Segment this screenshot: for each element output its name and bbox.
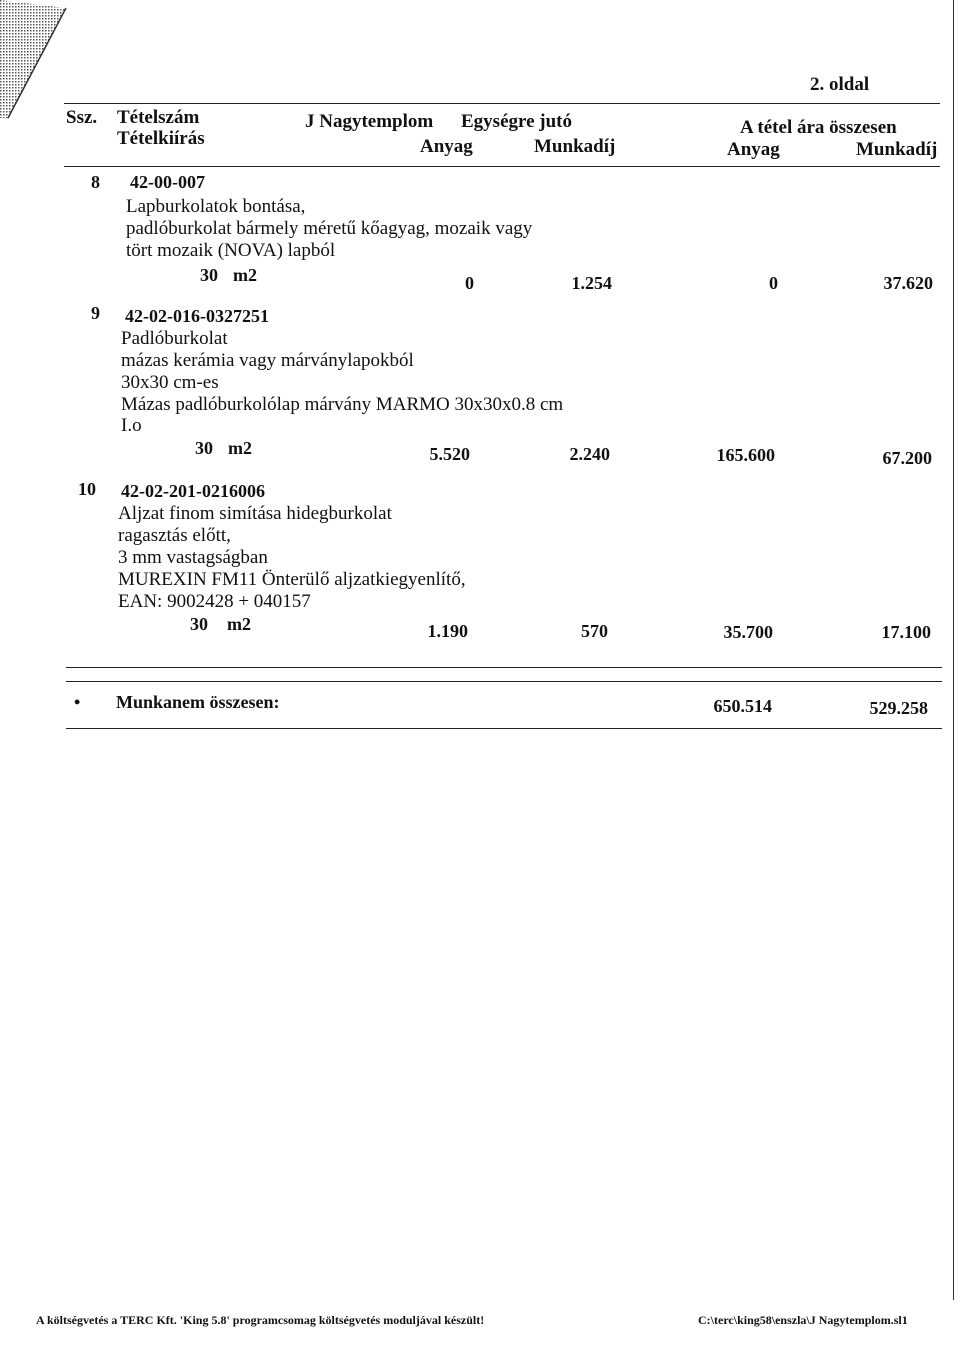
page-number: 2. oldal: [810, 74, 870, 95]
item-description-line: Mázas padlóburkolólap márvány MARMO 30x30x0.8 cm: [121, 394, 564, 415]
item-number: 8: [91, 172, 100, 192]
header-ssz: Ssz.: [66, 107, 98, 128]
header-osszesen: A tétel ára összesen: [740, 117, 897, 138]
summary-labor-total: 529.258: [869, 698, 928, 718]
item-number: 9: [91, 303, 100, 323]
header-top-rule: [64, 103, 940, 104]
item-number: 10: [78, 479, 96, 499]
item-description-line: EAN: 9002428 + 040157: [118, 591, 311, 612]
header-anyag-total: Anyag: [727, 139, 780, 160]
item-unit: m2: [227, 614, 251, 634]
header-tetelkiiras: Tételkiírás: [117, 128, 205, 149]
item-description-line: Lapburkolatok bontása,: [126, 196, 306, 217]
unit-material-price: 0: [465, 273, 474, 293]
unit-material-price: 5.520: [429, 444, 470, 464]
total-labor-price: 17.100: [881, 622, 931, 642]
item-quantity: 30: [200, 265, 218, 285]
total-labor-price: 37.620: [883, 273, 933, 293]
header-munkadij-total: Munkadíj: [856, 139, 938, 160]
item-quantity: 30: [190, 614, 208, 634]
item-unit: m2: [233, 265, 257, 285]
summary-bullet: •: [74, 692, 81, 712]
summary-label: Munkanem összesen:: [116, 692, 280, 712]
summary-top-rule: [66, 667, 942, 668]
item-code: 42-02-016-0327251: [125, 306, 269, 326]
item-description-line: ragasztás előtt,: [118, 525, 231, 546]
footer-credit: A költségvetés a TERC Kft. 'King 5.8' programcsomag költségvetés moduljával készült!: [36, 1313, 485, 1327]
item-description-line: mázas kerámia vagy márványlapokból: [121, 350, 414, 371]
header-egysegre: Egységre jutó: [461, 111, 572, 132]
item-code: 42-02-201-0216006: [121, 481, 265, 501]
item-description-line: I.o: [121, 415, 142, 436]
item-code: 42-00-007: [130, 172, 205, 192]
header-bottom-rule: [64, 166, 940, 167]
header-project: J Nagytemplom: [305, 111, 434, 132]
item-quantity: 30: [195, 438, 213, 458]
item-unit: m2: [228, 438, 252, 458]
right-scan-border: [953, 0, 954, 1300]
item-description-line: MUREXIN FM11 Önterülő aljzatkiegyenlítő,: [118, 569, 466, 590]
summary-material-total: 650.514: [713, 696, 772, 716]
unit-labor-price: 1.254: [571, 273, 612, 293]
total-material-price: 35.700: [723, 622, 773, 642]
summary-bottom-rule: [66, 728, 942, 729]
unit-material-price: 1.190: [427, 621, 468, 641]
total-material-price: 0: [769, 273, 778, 293]
total-material-price: 165.600: [716, 445, 775, 465]
item-description-line: Aljzat finom simítása hidegburkolat: [118, 503, 392, 524]
item-description-line: tört mozaik (NOVA) lapból: [126, 240, 336, 261]
unit-labor-price: 2.240: [569, 444, 610, 464]
header-munkadij: Munkadíj: [534, 136, 616, 157]
scan-corner-artifact: [0, 0, 70, 120]
footer-file-path: C:\terc\king58\enszla\J Nagytemplom.sl1: [698, 1313, 908, 1327]
item-description-line: 30x30 cm-es: [121, 372, 219, 393]
unit-labor-price: 570: [581, 621, 608, 641]
header-tetelszam: Tételszám: [117, 107, 200, 128]
header-anyag: Anyag: [420, 136, 473, 157]
item-description-line: 3 mm vastagságban: [118, 547, 268, 568]
total-labor-price: 67.200: [882, 448, 932, 468]
summary-top-rule-2: [66, 681, 942, 682]
item-description-line: padlóburkolat bármely méretű kőagyag, mozaik vagy: [126, 218, 533, 239]
item-description-line: Padlóburkolat: [121, 328, 228, 349]
